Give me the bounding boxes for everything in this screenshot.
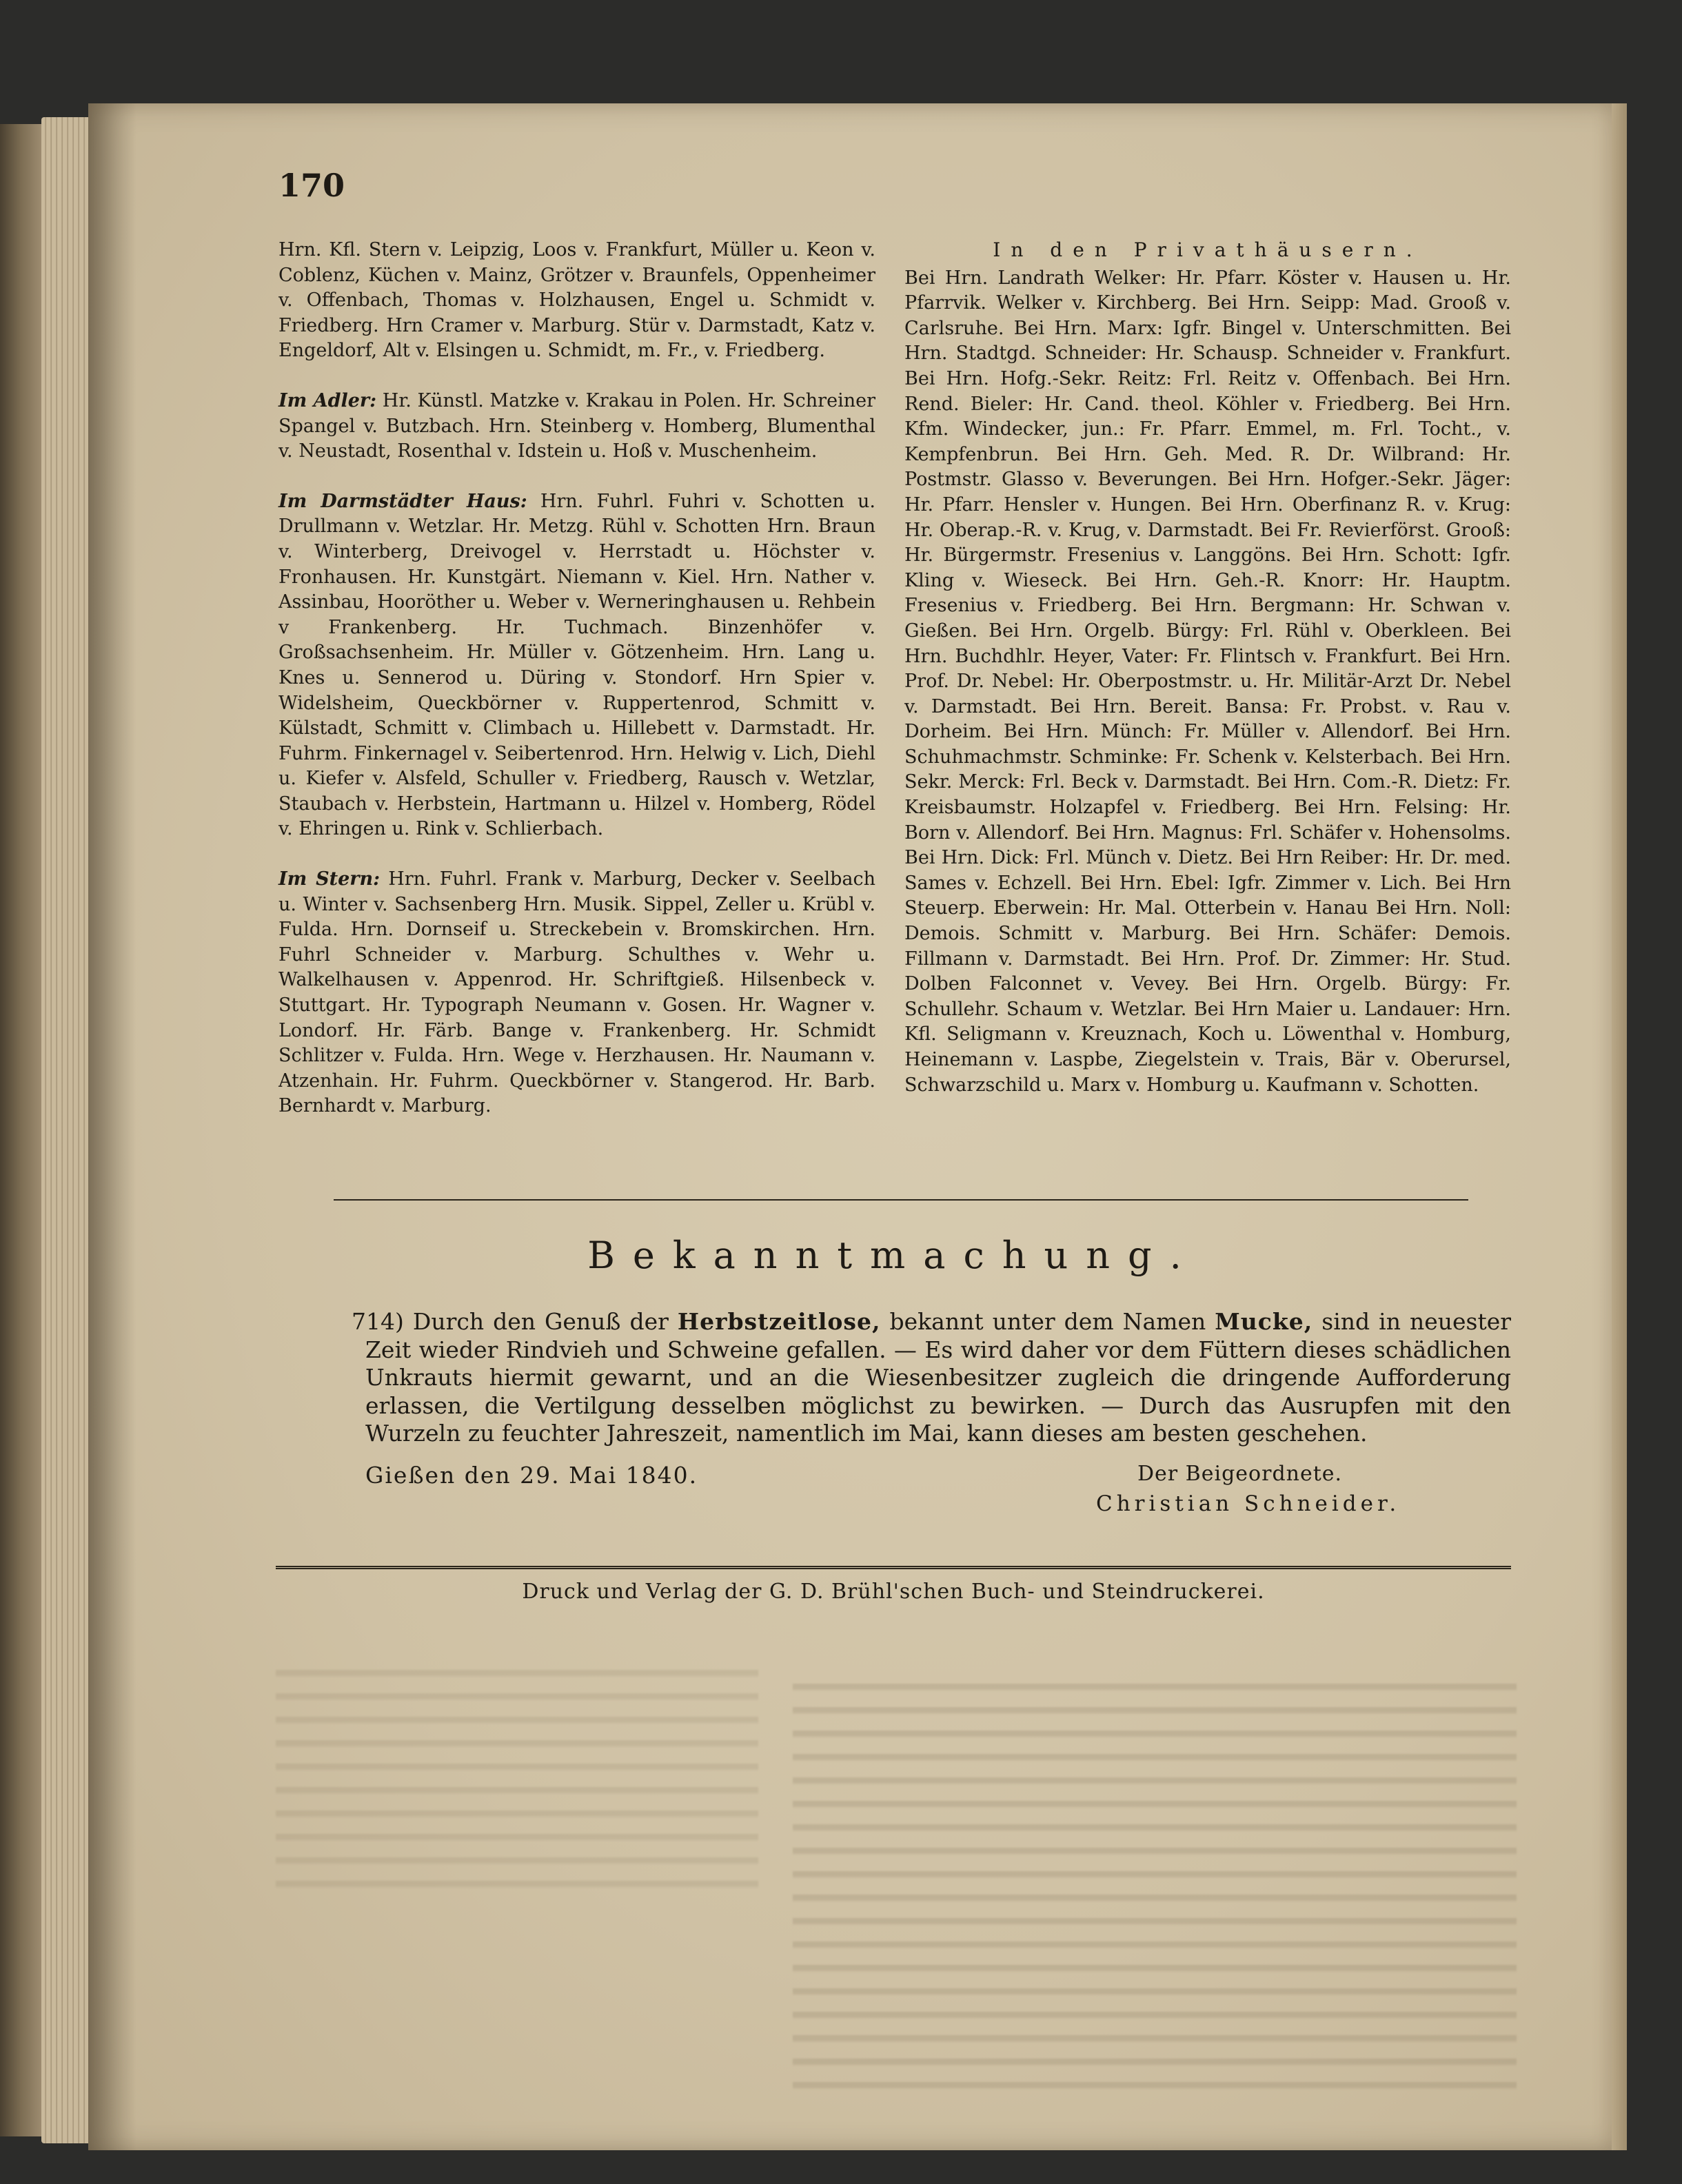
left-column [278, 238, 875, 1119]
page-number: 170 [278, 167, 345, 204]
inn-name: Im Darmstädter Haus: [278, 490, 527, 512]
announcement-text: bekannt unter dem Namen [889, 1308, 1206, 1335]
guest-entry [278, 489, 875, 842]
guest-entry [278, 238, 875, 364]
signature-name: Christian Schneider. [1096, 1491, 1401, 1516]
announcement-text: sind in neuester Zeit wieder Rindvieh und Schweine gefallen. — Es wird daher vor dem Füttern dieses schädlichen Unkrauts hiermit gewarnt, und an die Wiesenbesitzer zugleich die dringende Aufforderung erlassen, die Vertilgung desselben möglichst zu bewirken. — Durch das Ausrupfen mit den Wurzeln zu feuchter Jahreszeit, namentlich im Mai, kann dieses am besten geschehen. [365, 1308, 1512, 1447]
announcement-body [352, 1308, 1512, 1448]
announcement-number: 714) [352, 1308, 404, 1335]
bleed-through-texture [793, 1668, 1517, 2095]
signature-title: Der Beigeordnete. [1137, 1462, 1343, 1486]
printer-imprint: Druck und Verlag der G. D. Brühl'schen Buch- und Steindruckerei. [522, 1580, 1265, 1604]
entry-text: Hr. Künstl. Matzke v. Krakau in Polen. Hr. Schreiner Spangel v. Butzbach. Hrn. Steinberg v. Homberg, Blumenthal v. Neustadt, Rosenthal v. Idstein u. Hoß v. Muschenheim. [278, 389, 875, 462]
section-heading: In den Privathäusern. [993, 238, 1423, 261]
place-date: Gießen den 29. Mai 1840. [365, 1462, 698, 1489]
announcement-text: Durch den Genuß der [412, 1308, 669, 1335]
bleed-through-texture [276, 1654, 758, 1888]
entry-text: Hrn. Fuhrl. Fuhri v. Schotten u. Drullmann v. Wetzlar. Hr. Metzg. Rühl v. Schotten Hrn. Braun v. Winterberg, Dreivogel v. Herrstadt u. Höchster v. Fronhausen. Hr. Kunstgärt. Niemann v. Kiel. Hrn. Nather v. Assinbau, Hooröther u. Weber v. Werneringhausen u. Rehbein v Frankenberg. Hr. Tuchmach. Binzenhöfer v. Großsachsenheim. Hr. Müller v. Götzenheim. Hrn. Lang u. Knes u. Sennerod u. Düring v. Stondorf. Hrn Spier v. Widelsheim, Queckbörner v. Ruppertenrod, Schmitt v. Külstadt, Schmitt v. Climbach u. Hillebett v. Darmstadt. Hr. Fuhrm. Finkernagel v. Seibertenrod. Hrn. Helwig v. Lich, Diehl u. Kiefer v. Alsfeld, Schuller v. Friedberg, Rausch v. Wetzlar, Staubach v. Herbstein, Hartmann u. Hilzel v. Homberg, Rödel v. Ehringen u. Rink v. Schlierbach. [278, 490, 875, 840]
page-edge-right [1612, 103, 1627, 2150]
guest-entry: Bei Hrn. Landrath Welker: Hr. Pfarr. Köster v. Hausen u. Hr. Pfarrvik. Welker v. Kirchberg. Bei Hrn. Seipp: Mad. Grooß v. Carlsruhe. Bei Hrn. Marx: Igfr. Bingel v. Unterschmitten. Bei Hrn. Stadtgd. Schneider: Hr. Schausp. Schneider v. Frankfurt. Bei Hrn. Hofg.-Sekr. Reitz: Frl. Reitz v. Offenbach. Bei Hrn. Rend. Bieler: Hr. Cand. theol. Köhler v. Friedberg. Bei Hrn. Kfm. Windecker, jun.: Fr. Pfarr. Emmel, m. Frl. Tocht., v. Kempfenbrun. Bei Hrn. Geh. Med. R. Dr. Wilbrand: Hr. Postmstr. Glasso v. Beverungen. Bei Hrn. Hofger.-Sekr. Jäger: Hr. Pfarr. Hensler v. Hungen. Bei Hrn. Oberfinanz R. v. Krug: Hr. Oberap.-R. v. Krug, v. Darmstadt. Bei Fr. Revierförst. Grooß: Hr. Bürgermstr. Fresenius v. Langgöns. Bei Hrn. Schott: Igfr. Kling v. Wieseck. Bei Hrn. Geh.-R. Knorr: Hr. Hauptm. Fresenius v. Friedberg. Bei Hrn. Bergmann: Hr. Schwan v. Gießen. Bei Hrn. Orgelb. Bürgy: Frl. Rühl v. Oberkleen. Bei Hrn. Buchdhlr. Heyer, Vater: Fr. Flintsch v. Frankfurt. Bei Hrn. Prof. Dr. Nebel: Hr. Oberpostmstr. u. Hr. Militär-Arzt Dr. Nebel v. Darmstadt. Bei Hrn. Bereit. Bansa: Fr. Probst. v. Rau v. Dorheim. Bei Hrn. Münch: Fr. Müller v. Allendorf. Bei Hrn. Schuhmachmstr. Schminke: Fr. Schenk v. Kelsterbach. Bei Hrn. Sekr. Merck: Frl. Beck v. Darmstadt. Bei Hrn. Com.-R. Dietz: Fr. Kreisbaumstr. Holzapfel v. Friedberg. Bei Hrn. Felsing: Hr. Born v. Allendorf. Bei Hrn. Magnus: Frl. Schäfer v. Hohensolms. Bei Hrn. Dick: Frl. Münch v. Dietz. Bei Hrn Reiber: Hr. Dr. med. Sames v. Echzell. Bei Hrn. Ebel: Igfr. Zimmer v. Lich. Bei Hrn Steuerp. Eberwein: Hr. Mal. Otterbein v. Hanau Bei Hrn. Noll: Demois. Schmitt v. Marburg. Bei Hrn. Schäfer: Demois. Fillmann v. Darmstadt. Bei Hrn. Prof. Dr. Zimmer: Hr. Stud. Dolben Falconnet v. Vevey. Bei Hrn. Orgelb. Bürgy: Fr. Schullehr. Schaum v. Wetzlar. Bei Hrn Maier u. Landauer: Hrn. Kfl. Seligmann v. Kreuznach, Koch u. Löwenthal v. Homburg, Heinemann v. Laspbe, Ziegelstein v. Trais, Bär v. Oberursel, Schwarzschild u. Marx v. Homburg u. Kaufmann v. Schotten. [904, 267, 1511, 1096]
right-column [904, 238, 1511, 1098]
entry-text: Hrn. Kfl. Stern v. Leipzig, Loos v. Frankfurt, Müller u. Keon v. Coblenz, Küchen v. Mainz, Grötzer v. Braunfels, Oppenheimer v. Offenbach, Thomas v. Holzhausen, Engel u. Schmidt v. Friedberg. Hrn Cramer v. Marburg. Stür v. Darmstadt, Katz v. Engeldorf, Alt v. Elsingen u. Schmidt, m. Fr., v. Friedberg. [278, 239, 875, 362]
highlight-term: Mucke, [1215, 1308, 1313, 1335]
gutter-shadow [88, 103, 136, 2150]
inn-name: Im Adler: [278, 389, 377, 411]
inn-name: Im Stern: [278, 868, 381, 890]
highlight-term: Herbstzeitlose, [677, 1308, 881, 1335]
divider-rule [334, 1199, 1468, 1201]
entry-text: Hrn. Fuhrl. Frank v. Marburg, Decker v. Seelbach u. Winter v. Sachsenberg Hrn. Musik. Sippel, Zeller u. Krübl v. Fulda. Hrn. Dornseif u. Streckebein v. Bromskirchen. Hrn. Fuhrl Schneider v. Marburg. Schulthes v. Wehr u. Walkelhausen v. Appenrod. Hr. Schriftgieß. Hilsenbeck v. Stuttgart. Hr. Typograph Neumann v. Gosen. Hr. Wagner v. Londorf. Hr. Färb. Bange v. Frankenberg. Hr. Schmidt Schlitzer v. Fulda. Hrn. Wege v. Herzhausen. Hr. Naumann v. Atzenhain. Hr. Fuhrm. Queckbörner v. Stangerod. Hr. Barb. Bernhardt v. Marburg. [278, 868, 875, 1117]
guest-entry [278, 867, 875, 1119]
guest-entry [278, 389, 875, 465]
announcement-title: Bekanntmachung. [587, 1234, 1199, 1277]
double-rule [276, 1566, 1511, 1569]
